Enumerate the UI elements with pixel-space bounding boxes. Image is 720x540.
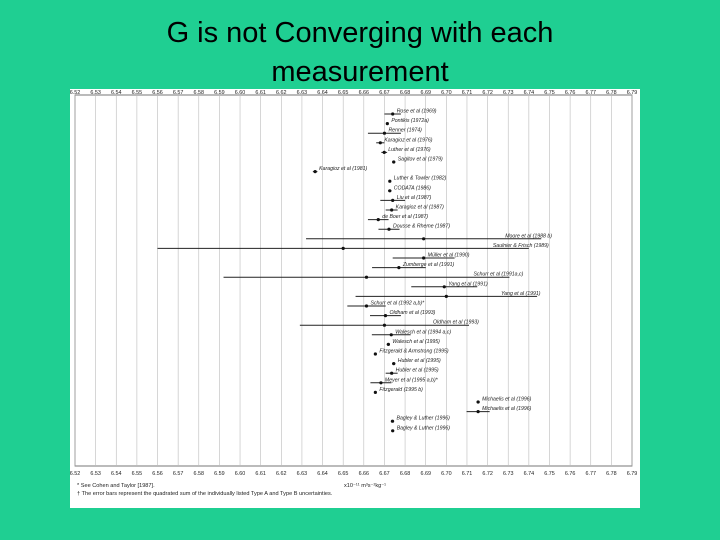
data-point	[383, 324, 386, 327]
measurement-label: Rose et al (1969)	[396, 108, 437, 115]
measurement-label: Schurr et al (1992 a,b)*	[370, 300, 425, 307]
x-tick-label-top: 6.56	[152, 90, 163, 96]
x-tick-label-bottom: 6.75	[544, 471, 555, 477]
measurement-label: Karagioz et al (1987)	[395, 204, 444, 211]
data-point	[422, 256, 425, 259]
data-point	[377, 218, 380, 221]
x-tick-label-top: 6.52	[70, 90, 81, 96]
x-tick-label-top: 6.60	[234, 90, 246, 96]
measurement-label: Hubler et al (1995)	[395, 367, 439, 374]
measurement-label: Saulnier & Frisch (1989)	[492, 242, 549, 249]
data-point	[391, 420, 394, 423]
x-tick-label-top: 6.74	[523, 90, 535, 96]
data-point	[365, 276, 368, 279]
measurement-label: Sagitov et al (1979)	[397, 156, 443, 163]
x-tick-label-top: 6.65	[337, 90, 349, 96]
x-tick-label-top: 6.67	[379, 90, 390, 96]
measurement-label: Walesch et al (1994 a,c)	[395, 329, 452, 336]
footnote: † The error bars represent the quadrated sum of the individually listed Type A and Type B uncertainties.	[77, 491, 333, 497]
measurement-label: Bagley & Luther (1996)	[396, 425, 451, 432]
data-point	[379, 381, 382, 384]
x-tick-label-bottom: 6.65	[337, 471, 349, 477]
x-tick-label-top: 6.53	[90, 90, 101, 96]
x-tick-label-bottom: 6.77	[585, 471, 596, 477]
plot-frame	[75, 95, 632, 466]
slide-title-line-1: G is not Converging with each	[166, 17, 554, 49]
measurement-label: Müller et al (1990)	[427, 252, 470, 259]
measurement-label: Zumberge et al (1991)	[402, 262, 455, 269]
x-tick-label-bottom: 6.70	[441, 471, 452, 477]
x-tick-label-top: 6.77	[585, 90, 596, 96]
data-point	[391, 112, 394, 115]
data-point	[445, 295, 448, 298]
x-tick-label-bottom: 6.67	[379, 471, 390, 477]
x-tick-label-bottom: 6.62	[276, 471, 287, 477]
x-tick-label-bottom: 6.76	[564, 471, 576, 477]
data-point	[387, 343, 390, 346]
slide-title-line-2: measurement	[271, 56, 449, 88]
data-point	[374, 352, 377, 355]
x-tick-label-bottom: 6.79	[626, 471, 638, 477]
x-tick-label-bottom: 6.53	[90, 471, 101, 477]
data-point	[390, 372, 393, 375]
data-point	[365, 304, 368, 307]
measurement-label: CODATA (1986)	[393, 185, 431, 192]
data-point	[342, 247, 345, 250]
footnote: * See Cohen and Taylor [1987].	[77, 483, 155, 489]
x-tick-label-top: 6.68	[399, 90, 411, 96]
x-tick-label-top: 6.58	[193, 90, 205, 96]
measurement-label: Renner (1974)	[388, 127, 422, 134]
x-tick-label-top: 6.78	[606, 90, 617, 96]
x-axis-label: x10⁻¹¹ m³s⁻²kg⁻¹	[343, 483, 387, 489]
x-tick-label-top: 6.79	[626, 90, 638, 96]
measurement-label: Yang et al (1991)	[501, 290, 541, 297]
data-point	[314, 170, 317, 173]
measurement-label: Meyer et al (1995 a,b)*	[384, 377, 438, 384]
x-tick-label-bottom: 6.78	[606, 471, 617, 477]
data-point	[422, 237, 425, 240]
measurement-label: Pontikis (1972a)	[391, 118, 429, 125]
x-tick-label-bottom: 6.55	[131, 471, 143, 477]
x-tick-label-top: 6.75	[544, 90, 555, 96]
x-tick-label-bottom: 6.58	[193, 471, 205, 477]
data-point	[387, 228, 390, 231]
measurement-label: Walesch et al (1995)	[392, 338, 440, 345]
measurement-label: de Boer et al (1987)	[382, 214, 429, 221]
measurement-label: Liu et al (1987)	[396, 194, 432, 201]
measurement-label: Oldham et al (1993)	[433, 319, 479, 326]
measurement-label: Michaelis et al (1996)	[482, 396, 532, 403]
x-tick-label-bottom: 6.69	[420, 471, 431, 477]
x-tick-label-bottom: 6.73	[502, 471, 514, 477]
x-tick-label-top: 6.64	[317, 90, 328, 96]
data-point	[384, 314, 387, 317]
x-tick-label-bottom: 6.68	[399, 471, 411, 477]
x-tick-label-top: 6.71	[461, 90, 473, 96]
x-tick-label-top: 6.62	[276, 90, 287, 96]
x-tick-label-bottom: 6.64	[317, 471, 328, 477]
x-tick-label-bottom: 6.74	[523, 471, 535, 477]
x-tick-label-top: 6.73	[502, 90, 514, 96]
x-tick-label-bottom: 6.54	[111, 471, 122, 477]
data-point	[388, 180, 391, 183]
x-tick-label-top: 6.61	[255, 90, 266, 96]
data-point	[477, 400, 480, 403]
measurement-label: Oldham et al (1993)	[389, 310, 436, 317]
measurement-label: Bagley & Luther (1996)	[396, 415, 450, 422]
x-tick-label-bottom: 6.66	[358, 471, 370, 477]
x-tick-label-bottom: 6.52	[70, 471, 81, 477]
slide-title	[60, 14, 660, 92]
data-point	[383, 151, 386, 154]
measurement-label: Karagioz et al (1981)	[319, 166, 368, 173]
data-point	[379, 141, 382, 144]
data-point	[391, 429, 394, 432]
x-tick-label-top: 6.63	[296, 90, 308, 96]
data-point	[392, 160, 395, 163]
data-point	[391, 199, 394, 202]
measurement-label: Hubler et al (1995)	[397, 358, 441, 365]
measurement-label: Schurr et al (1991a,c)	[473, 271, 524, 278]
x-tick-label-top: 6.66	[358, 90, 370, 96]
x-tick-label-top: 6.69	[420, 90, 431, 96]
measurement-label: Luther et al (1976)	[388, 146, 431, 153]
data-point	[397, 266, 400, 269]
x-tick-label-bottom: 6.56	[152, 471, 163, 477]
x-tick-label-bottom: 6.61	[255, 471, 266, 477]
chart-svg	[70, 89, 640, 508]
x-tick-label-bottom: 6.63	[296, 471, 308, 477]
x-tick-label-top: 6.70	[441, 90, 452, 96]
data-point	[388, 189, 391, 192]
measurement-label: Karagioz et al (1976)	[384, 137, 433, 144]
x-tick-label-bottom: 6.71	[461, 471, 473, 477]
x-tick-label-top: 6.72	[482, 90, 493, 96]
measurement-label: Fitzgerald & Armstrong (1995)	[379, 348, 449, 355]
x-tick-label-top: 6.57	[172, 90, 184, 96]
g-measurement-chart	[70, 89, 640, 508]
measurement-label: Moore et al (1988 b)	[505, 233, 552, 240]
measurement-label: Luther & Towler (1982)	[393, 175, 447, 182]
x-tick-label-top: 6.54	[111, 90, 122, 96]
x-tick-label-bottom: 6.59	[214, 471, 225, 477]
data-point	[392, 362, 395, 365]
x-tick-label-top: 6.59	[214, 90, 225, 96]
x-tick-label-top: 6.76	[564, 90, 576, 96]
x-tick-label-bottom: 6.57	[172, 471, 184, 477]
data-point	[386, 122, 389, 125]
data-point	[390, 333, 393, 336]
data-point	[374, 391, 377, 394]
measurement-label: Dousse & Rheme (1987)	[392, 223, 451, 230]
x-tick-label-top: 6.55	[131, 90, 143, 96]
x-tick-label-bottom: 6.72	[482, 471, 493, 477]
measurement-label: Yang et al (1991)	[448, 281, 488, 288]
data-point	[383, 132, 386, 135]
data-point	[390, 208, 393, 211]
data-point	[443, 285, 446, 288]
data-point	[477, 410, 480, 413]
measurement-label: Fitzgerald (1995 b)	[379, 386, 423, 393]
x-tick-label-bottom: 6.60	[234, 471, 246, 477]
measurement-label: Michaelis et al (1996)	[482, 406, 532, 413]
